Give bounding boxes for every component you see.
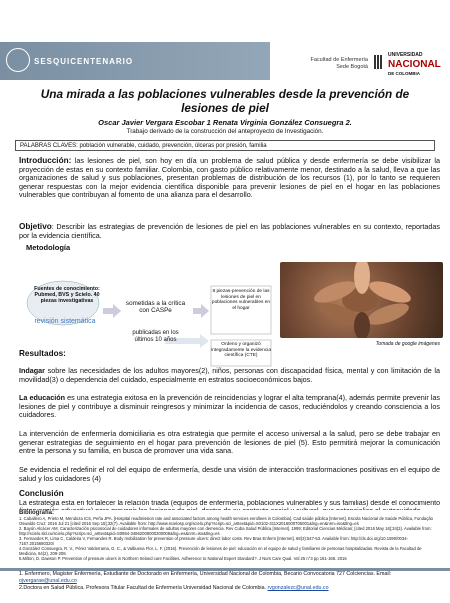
diagram-box-review: revisión sistemática — [34, 318, 96, 325]
intro-text: las lesiones de piel, son hoy en día un problema de salud pública y desde enfermería se debe visibilizar la proyección de estas en su contexto familiar. Colombia, con gasto público relativamente menor, destinado a la salud, lleva a que las organizaciones de salud y sus poblaciones, presentan problemas de distribución de los recursos (1), por lo tanto se requieren generar respuestas con la mejor evidencia científica disponible para prevenir lesiones de piel en el hogar en las poblaciones vulnerables que contribuyan al fomento de una alianza para el desarrollo. — [19, 156, 440, 199]
objective-heading: Objetivo — [19, 222, 52, 231]
results-paragraph-2 — [19, 394, 440, 420]
bibliography — [19, 510, 440, 561]
bibliography-item: 3. Fernandes R, Lima C, Caldeira V, Fernandes R. Body mobilization for prevention of pressure ulcers: direct labor costs. Rev Bras Enferm [Internet]. 68(3):547-53. Available from: http://dx.doi.org/10.1590/0034-7167.2015680320i — [19, 536, 408, 546]
poster-authors: Oscar Javier Vergara Escobar 1 Renata Virginia González Consuegra 2. — [98, 118, 352, 127]
footer-note-2 — [19, 585, 440, 592]
diagram-box-pieces: 8 piezas-prevención de las lesiones de piel en poblaciones vulnerables en el hogar — [211, 289, 271, 311]
faculty-label — [296, 57, 368, 71]
bibliography-item: 5.Milton, D. Dawson P. Prevention of pressure ulcers in Northern Ireland care Facilities. Adherence to National Expert Standard?. J Nurs Care Qual. Vol 25 n°3 pp 161-168. 2016 — [19, 556, 347, 561]
diagram-box-ordered: Ordeno y organizó integradamente la evidencia científica (CTE) — [211, 342, 272, 359]
results-p1-lead: Indagar — [19, 366, 45, 375]
faculty-name: Facultad de Enfermería — [310, 57, 368, 63]
intro-heading: Introducción: — [19, 156, 72, 165]
conclusion-heading: Conclusión — [19, 489, 64, 498]
bibliography-item: 4.González Consuegra, R. V., Pérez Valderrama, G. C., & Valbuena Flor, L. F. (2016). Prevención de lesiones de piel: educación en el equipo de salud y familiares de personas hospitalizadas. Revista de la Facultad de Medicina, 64(2), 209-208. — [19, 546, 422, 556]
results-p1-text: sobre las necesidades de los adultos mayores(2), niños, personas con discapacidad física, mental y con limitación de la movilidad(3) o dependencia del cuidado, especialmente en estratos socioeconómicos bajos. — [19, 366, 440, 384]
unal-logo-icon — [372, 52, 384, 72]
hands-photo — [280, 262, 443, 338]
results-p2-text: es una estrategia exitosa en la prevención de reincidencias y lograr el alta temprana(4), además permite prevenir las lesiones de piel y contribuye a disminuir reingresos y minimizar la incidencia de casos, reduciéndolos y creando consciencia a los cuidadores. — [19, 393, 440, 419]
diagram-box-sources: Fuentes de conocimiento: Pubmed, BVS y Scielo. 40 piezas investigativas — [34, 286, 100, 304]
sesquicentenario-label: SESQUICENTENARIO — [34, 57, 134, 66]
diagram-box-published: publicadas en los últimos 10 años — [132, 330, 179, 343]
colombia-label: DE COLOMBIA — [388, 71, 420, 76]
sesquicentenario-seal-icon — [6, 48, 30, 72]
university-label: UNIVERSIDAD — [388, 52, 423, 58]
results-p2-lead: La educación — [19, 393, 66, 402]
bibliography-item: 1. Caballero A, Prieto M, Mendoza ICS, Peña JPA. [Hospital readmission rate and associated factors among health services enrollees in Colombia]. Cad saúde pública [Internet]. Escola Nacional de Saúde Pública, Fundação Oswaldo Cruz; 2016 Jul 21 [cited 2016 Sep 15];32(7). Available from: http://www.scielosp.org/scielo.php?script=sci_arttext&pid=S0102-311X2016000705001&lng=en&nrm=iso&tlng=es — [19, 516, 434, 526]
image-caption: Tomada de google imágenes — [375, 341, 440, 347]
bibliography-heading: Bibliografía: — [19, 510, 55, 516]
diagram-box-caspe: sometidas a la crítica con CASPe — [125, 300, 186, 314]
results-paragraph-4: Se evidencia el redefinir el rol del equipo de enfermería, desde una visión de interacción trasformaciones positivas en el equipo de salud y los cuidadores (4) — [19, 465, 440, 483]
university-name — [388, 52, 448, 77]
conclusion-text: La estrategia esta en fortalecer la relación triada (equipos de enfermería, poblaciones vulnerables y sus familias) desde el conocimiento — [19, 500, 440, 507]
poster-header — [0, 0, 450, 80]
poster-title: Una mirada a las poblaciones vulnerables desde la prevención de lesiones de piel — [40, 87, 410, 115]
results-paragraph-3: La intervención de enfermería domiciliaria es otra estrategia que permite el acceso universal a la salud, pero se debe trabajar en generar estrategias de seguimiento en el hogar para prevención de lesiones de piel (5). Esto permitirá mejorar la comunicación entre la persona y su familia, en busca de promover una vida sana. — [19, 429, 440, 455]
results-paragraph-1 — [19, 367, 440, 384]
footer-notes — [19, 571, 440, 592]
intro-paragraph — [19, 157, 440, 200]
objective-text: : Describir las estrategias de prevención de lesiones de piel en las poblaciones vulnerables en su contexto, reportadas por la evidencia científica. — [19, 222, 440, 240]
bibliography-item: 2. Bayón Alcácer AM. Caracterización psicosocial de cuidadores informales de adultos mayores con demencia. Rev Cuba Salud Pública [Internet]. 1999; Editorial Ciencias Médicas; [cited 2016 May 16];34(3). Available from: http://scielo.sld.cu/scielo.php?script=sci_arttext&pid=S0864-34662008000300008&lng=es&nrm=iso&tlng=es — [19, 526, 432, 536]
footer-email-2-link[interactable]: rvgonzalezc@unal.edu.co — [267, 585, 329, 591]
objective-paragraph — [19, 223, 440, 240]
keywords-box: PALABRAS CLAVES: población vulnerable, cuidado, prevención, úlceras por presión, familia — [15, 140, 435, 151]
results-heading: Resultados: — [19, 349, 66, 358]
faculty-sede: Sede Bogotá — [336, 64, 368, 70]
poster-subtitle: Trabajo derivado de la construcción del anteproyecto de Investigación. — [126, 128, 324, 135]
results-heading-text: Resultados — [19, 349, 64, 358]
footer-email-1-link[interactable]: ojvergarae@unal.edu.co — [19, 578, 77, 584]
footer-note-2-text: 2.Doctora en Salud Pública. Profesora Titular Facultad de Enfermería Universidad Nacional de Colombia. — [19, 585, 268, 591]
footer-note-1 — [19, 571, 440, 585]
nacional-label: NACIONAL — [388, 59, 441, 70]
methodology-heading: Metodología — [26, 243, 71, 252]
hands-illustration-icon — [280, 262, 443, 338]
footer-note-1-text: 1. Enfermero, Magister Enfermería, Estudiante de Doctorado en Enfermería, Universidad Nacional de Colombia, Becario Convocatoria 727 Colciencias. Email: — [19, 571, 392, 577]
